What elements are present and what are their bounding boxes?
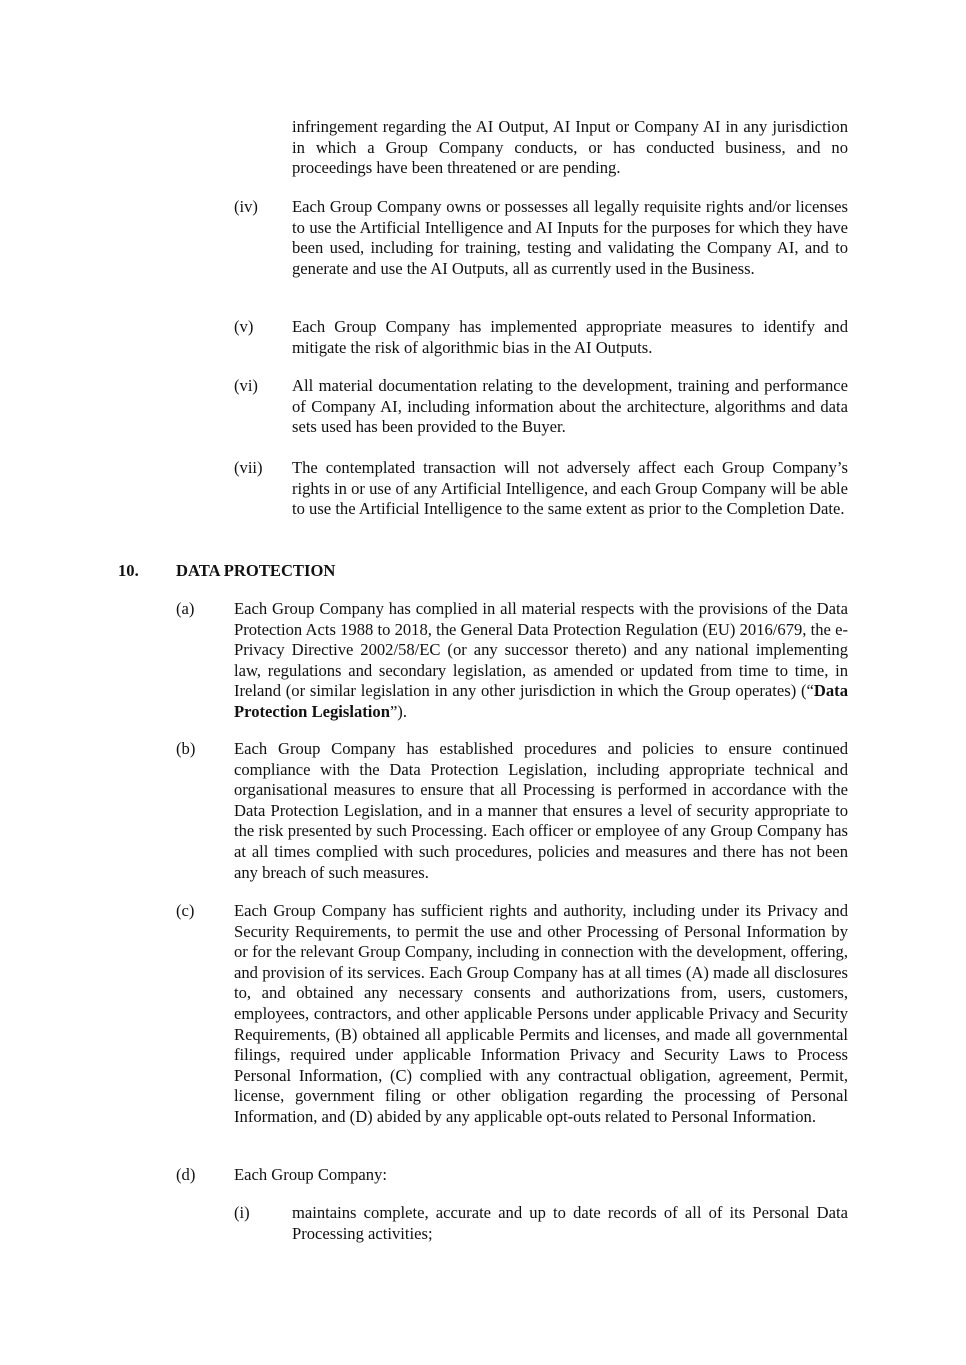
clause-text-d: Each Group Company: (234, 1165, 387, 1184)
sub-item-label-iv: (iv) (234, 197, 258, 216)
clause-a-text-after: ”). (389, 701, 407, 721)
clause-text-a (234, 599, 848, 723)
sub-item-text-vi: All material documentation relating to the development, training and performance of Company AI, including information about the architecture, algorithms and data sets used has been provided to the Buyer. (292, 376, 848, 437)
clause-text-c: Each Group Company has sufficient rights and authority, including under its Privacy and Security Requirements, to permit the use and other Processing of Personal Information by or for the relevant Group Company, including in connection with the development, offering, and provision of its services. Each Group Company has at all times (A) made all disclosures to, and obtained any necessary consents and authorizations from, users, customers, employees, contractors, and other applicable Persons under applicable Privacy and Security Requirements, (B) obtained all applicable Permits and licenses, and made all governmental filings, required under applicable Information Privacy and Security Laws to Process Personal Information, (C) complied with any contractual obligation, agreement, Permit, license, government filing or other obligation regarding the processing of Personal Information, and (D) abided by any applicable opt-outs related to Personal Information. (234, 901, 848, 1126)
clause-label-d: (d) (176, 1165, 196, 1184)
sub-item-label-i: (i) (234, 1203, 250, 1222)
continuation-paragraph: infringement regarding the AI Output, AI Input or Company AI in any jurisdiction in which a Group Company conducts, or has conducted business, and no proceedings have been threatened or are pending. (292, 117, 848, 178)
section-number: 10. (118, 561, 139, 580)
sub-item-label-vii: (vii) (234, 458, 263, 477)
sub-item-text-i: maintains complete, accurate and up to date records of all of its Personal Data Processing activities; (292, 1203, 848, 1243)
sub-item-label-v: (v) (234, 317, 254, 336)
defined-term: Data Protection Legislation (234, 681, 848, 721)
sub-item-text-vii: The contemplated transaction will not adversely affect each Group Company’s rights in or use of any Artificial Intelligence, and each Group Company will be able to use the Artificial Intelligence to the same extent as prior to the Completion Date. (292, 458, 848, 519)
section-title: DATA PROTECTION (176, 561, 336, 580)
clause-label-b: (b) (176, 739, 196, 758)
clause-label-c: (c) (176, 901, 195, 920)
sub-item-text-v: Each Group Company has implemented appropriate measures to identify and mitigate the risk of algorithmic bias in the AI Outputs. (292, 317, 848, 357)
clause-a-text-before: Each Group Company has complied in all material respects with the provisions of the Data Protection Acts 1988 to 2018, the General Data Protection Regulation (EU) 2016/679, the e-Privacy Directive 2002/58/EC (or any successor thereto) and any national implementing law, regulations and secondary legislation, as amended or updated from time to time, in Ireland (or similar legislation in any other jurisdiction in which the Group operates) (“ (234, 599, 848, 701)
sub-item-label-vi: (vi) (234, 376, 258, 395)
clause-label-a: (a) (176, 599, 195, 618)
clause-text-b: Each Group Company has established procedures and policies to ensure continued compliance with the Data Protection Legislation, including appropriate technical and organisational measures to ensure that all Processing is performed in accordance with the Data Protection Legislation, and in a manner that ensures a level of security appropriate to the risk presented by such Processing. Each officer or employee of any Group Company has at all times complied with such procedures, policies and measures and there has not been any breach of such measures. (234, 739, 848, 882)
sub-item-text-iv: Each Group Company owns or possesses all legally requisite rights and/or licenses to use the Artificial Intelligence and AI Inputs for the purposes for which they have been used, including for training, testing and validating the Company AI, and to generate and use the AI Outputs, all as currently used in the Business. (292, 197, 848, 278)
